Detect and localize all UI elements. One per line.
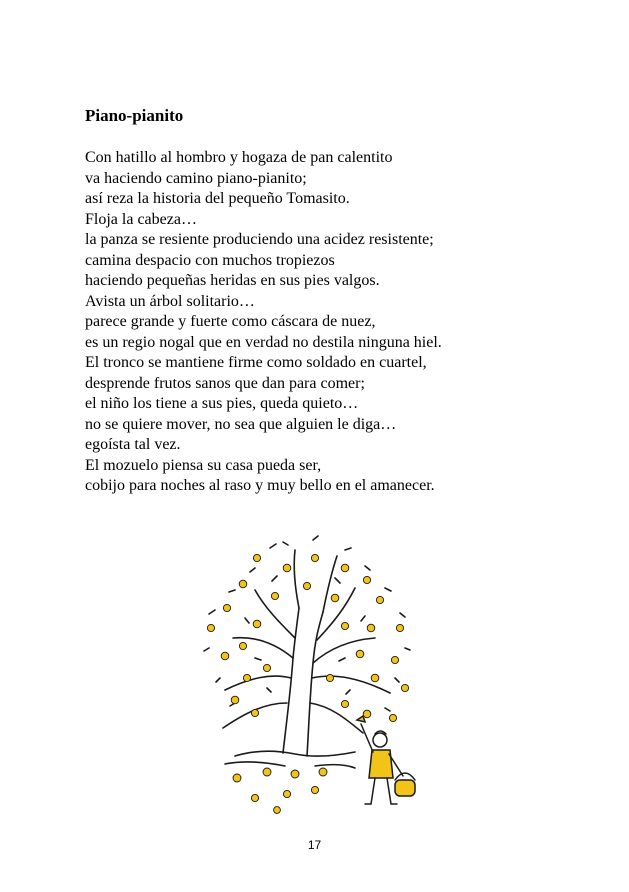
tree-branch bbox=[294, 550, 299, 608]
page-number: 17 bbox=[307, 838, 322, 852]
poem-line: camina despacio con muchos tropiezos bbox=[85, 251, 335, 269]
poem-line: no se quiere mover, no sea que alguien le diga… bbox=[85, 415, 397, 433]
poem-line: cobijo para noches al raso y muy bello en el amanecer. bbox=[85, 477, 435, 494]
poem-line: va haciendo camino piano-pianito; bbox=[85, 169, 307, 187]
tree-illustration bbox=[195, 528, 425, 818]
ground-line bbox=[315, 765, 355, 768]
ground-line bbox=[225, 762, 285, 766]
poem-line: egoísta tal vez. bbox=[85, 436, 181, 453]
poem-line: es un regio nogal que en verdad no destila ninguna hiel. bbox=[85, 333, 442, 351]
poem-line: El mozuelo piensa su casa pueda ser, bbox=[85, 456, 322, 474]
ground-line bbox=[235, 751, 355, 756]
basket-icon bbox=[395, 773, 415, 780]
poem-body bbox=[85, 148, 442, 497]
poem-line: Con hatillo al hombro y hogaza de pan calentito bbox=[85, 149, 393, 166]
poem-line: Avista un árbol solitario… bbox=[85, 292, 255, 310]
poem-title: Piano-pianito bbox=[85, 106, 184, 125]
poem-line: el niño los tiene a sus pies, queda quieto… bbox=[85, 395, 359, 412]
poem-line: haciendo pequeñas heridas en sus pies valgos. bbox=[85, 272, 380, 289]
child-figure bbox=[357, 716, 415, 804]
tree-branch bbox=[323, 556, 337, 612]
tree-branch bbox=[310, 703, 363, 733]
poem-line: desprende frutos sanos que dan para comer; bbox=[85, 374, 365, 392]
tree-branch bbox=[225, 676, 291, 690]
poem-line: parece grande y fuerte como cáscara de nuez, bbox=[85, 313, 376, 330]
poem-line: así reza la historia del pequeño Tomasito. bbox=[85, 190, 350, 207]
tree-trunk bbox=[307, 612, 323, 756]
poem-line: El tronco se mantiene firme como soldado en cuartel, bbox=[85, 354, 427, 371]
leaf-stroke bbox=[270, 544, 276, 548]
poem-line: Floja la cabeza… bbox=[85, 210, 197, 228]
tree-trunk bbox=[283, 608, 299, 753]
fallen-fruits bbox=[233, 768, 327, 813]
poem-line: la panza se resiente produciendo una acidez resistente; bbox=[85, 231, 434, 248]
